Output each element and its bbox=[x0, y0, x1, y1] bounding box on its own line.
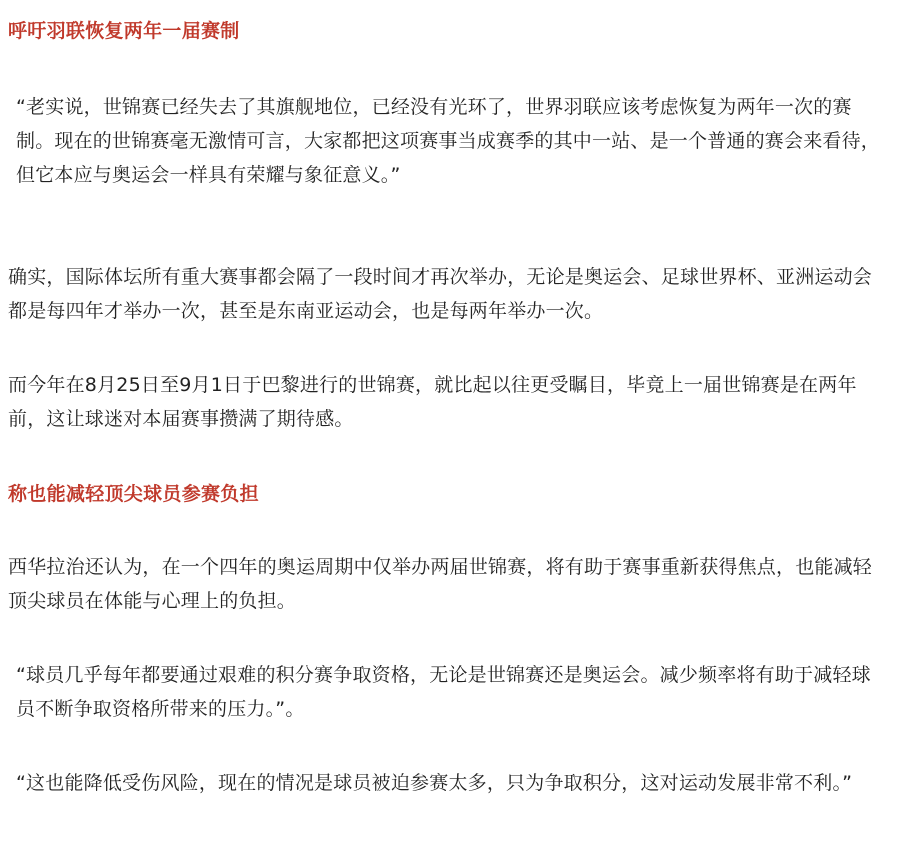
body-paragraph-2: 而今年在8月25日至9月1日于巴黎进行的世锦赛，就比起以往更受瞩目，毕竟上一届世锦赛是在两年前，这让球迷对本届赛事攒满了期待感。 bbox=[8, 374, 857, 430]
quote-paragraph-3: “这也能降低受伤风险，现在的情况是球员被迫参赛太多，只为争取积分，这对运动发展非常不利。” bbox=[16, 772, 853, 794]
quote-paragraph-1: “老实说，世锦赛已经失去了其旗舰地位，已经没有光环了，世界羽联应该考虑恢复为两年一次的赛制。现在的世锦赛毫无激情可言，大家都把这项赛事当成赛季的其中一站、是一个普通的赛会来看待，但它本应与奥运会一样具有荣耀与象征意义。” bbox=[16, 96, 881, 186]
body-paragraph-1: 确实，国际体坛所有重大赛事都会隔了一段时间才再次举办，无论是奥运会、足球世界杯、亚洲运动会都是每四年才举办一次，甚至是东南亚运动会，也是每两年举办一次。 bbox=[8, 266, 873, 322]
quote-paragraph-2: “球员几乎每年都要通过艰难的积分赛争取资格，无论是世锦赛还是奥运会。减少频率将有助于减轻球员不断争取资格所带来的压力。”。 bbox=[16, 664, 871, 720]
section-heading-reduce-burden: 称也能减轻顶尖球员参赛负担 bbox=[8, 483, 259, 505]
body-paragraph-3: 西华拉治还认为，在一个四年的奥运周期中仅举办两届世锦赛，将有助于赛事重新获得焦点，也能减轻顶尖球员在体能与心理上的负担。 bbox=[8, 556, 873, 612]
section-heading-restore-biennial: 呼吁羽联恢复两年一届赛制 bbox=[8, 20, 240, 42]
